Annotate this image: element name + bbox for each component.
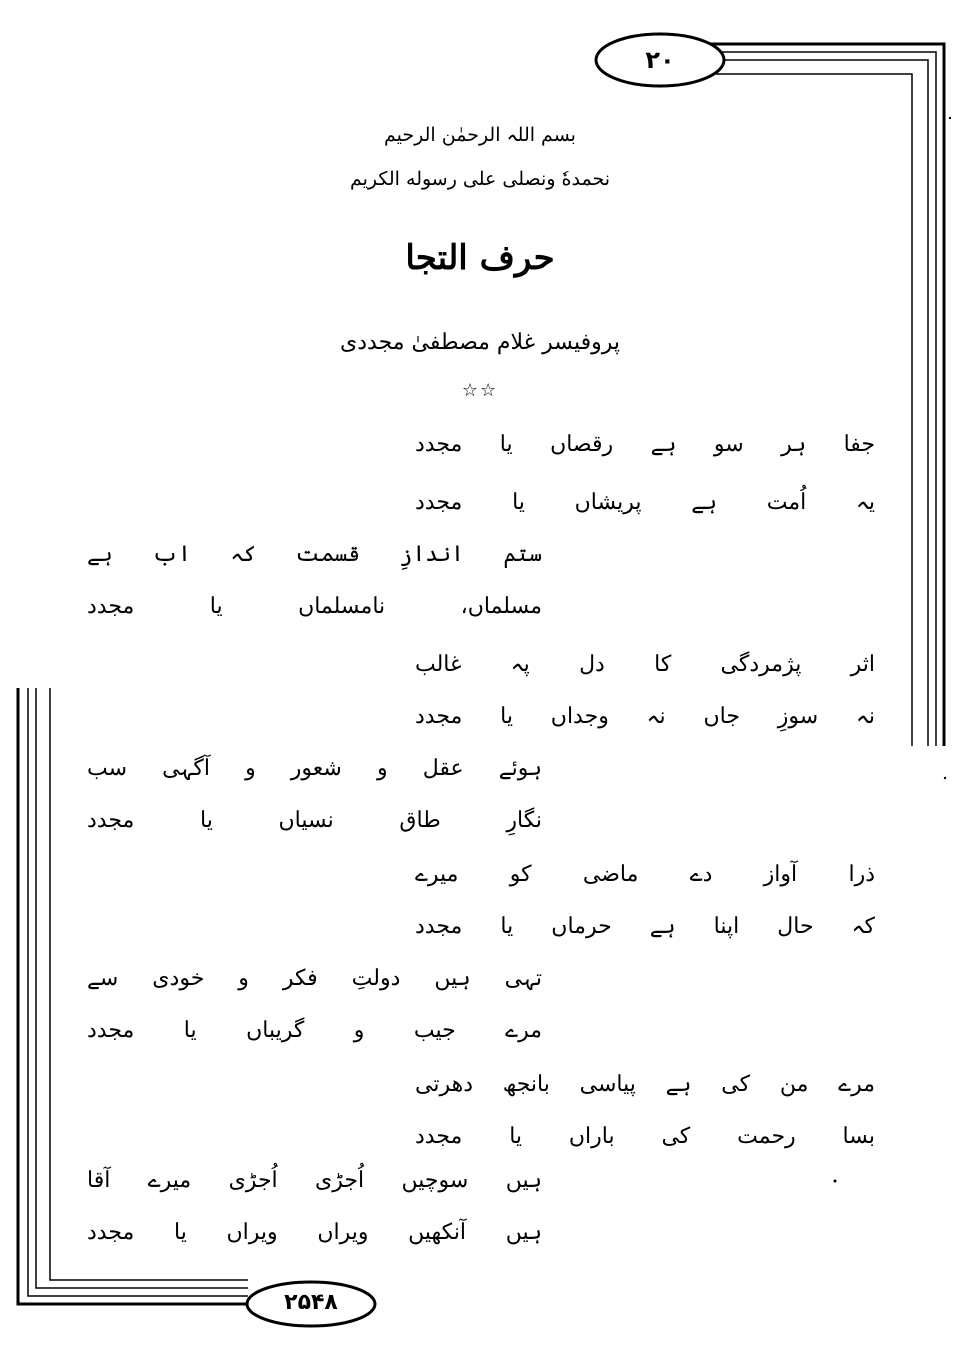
verse-line: بسا رحمت کی باراں یا مجدد [415, 1124, 875, 1149]
verse-line: نہ سوزِ جاں نہ وجداں یا مجدد [415, 704, 875, 729]
verse-line: تہی ہیں دولتِ فکر و خودی سے [87, 966, 542, 991]
verse-line: مسلماں، نامسلماں یا مجدد [87, 594, 542, 619]
verse-line: اثر پژمردگی کا دل پہ غالب [415, 652, 875, 677]
verse-line: ہوئے عقل و شعور و آگہی سب [87, 756, 542, 781]
verse-line: یہ اُمت ہے پریشاں یا مجدد [415, 490, 875, 515]
praise-line: نحمدهٗ ونصلی علی رسوله الکریم [349, 168, 611, 190]
verse-line: ستم اندازِ قسمت کہ اب ہے [87, 542, 542, 567]
top-page-number: ۲۰ [645, 46, 675, 74]
verse-line: ہیں آنکھیں ویراں ویراں یا مجدد [87, 1220, 542, 1245]
verse-line: مرے من کی ہے پیاسی بانجھ دھرتی [415, 1072, 875, 1097]
basmala: بسم اللہ الرحمٰن الرحیم [384, 124, 576, 146]
verse-line: جفا ہر سو ہے رقصاں یا مجدد [415, 432, 875, 457]
bottom-page-number: ۲۵۴۸ [284, 1290, 338, 1315]
poem-title: حرف التجا [405, 238, 555, 278]
stars-ornament: ☆☆ [461, 380, 499, 401]
verse-line: ہیں سوچیں اُجڑی اُجڑی میرے آقا [87, 1168, 542, 1193]
author-name: پروفیسر غلام مصطفیٰ مجددی [340, 330, 620, 355]
verse-line: ذرا آواز دے ماضی کو میرے [415, 862, 875, 887]
verse-line: مرے جیب و گریباں یا مجدد [87, 1018, 542, 1043]
verse-line: نگارِ طاق نسیاں یا مجدد [87, 808, 542, 833]
verse-line: کہ حال اپنا ہے حرماں یا مجدد [415, 914, 875, 939]
